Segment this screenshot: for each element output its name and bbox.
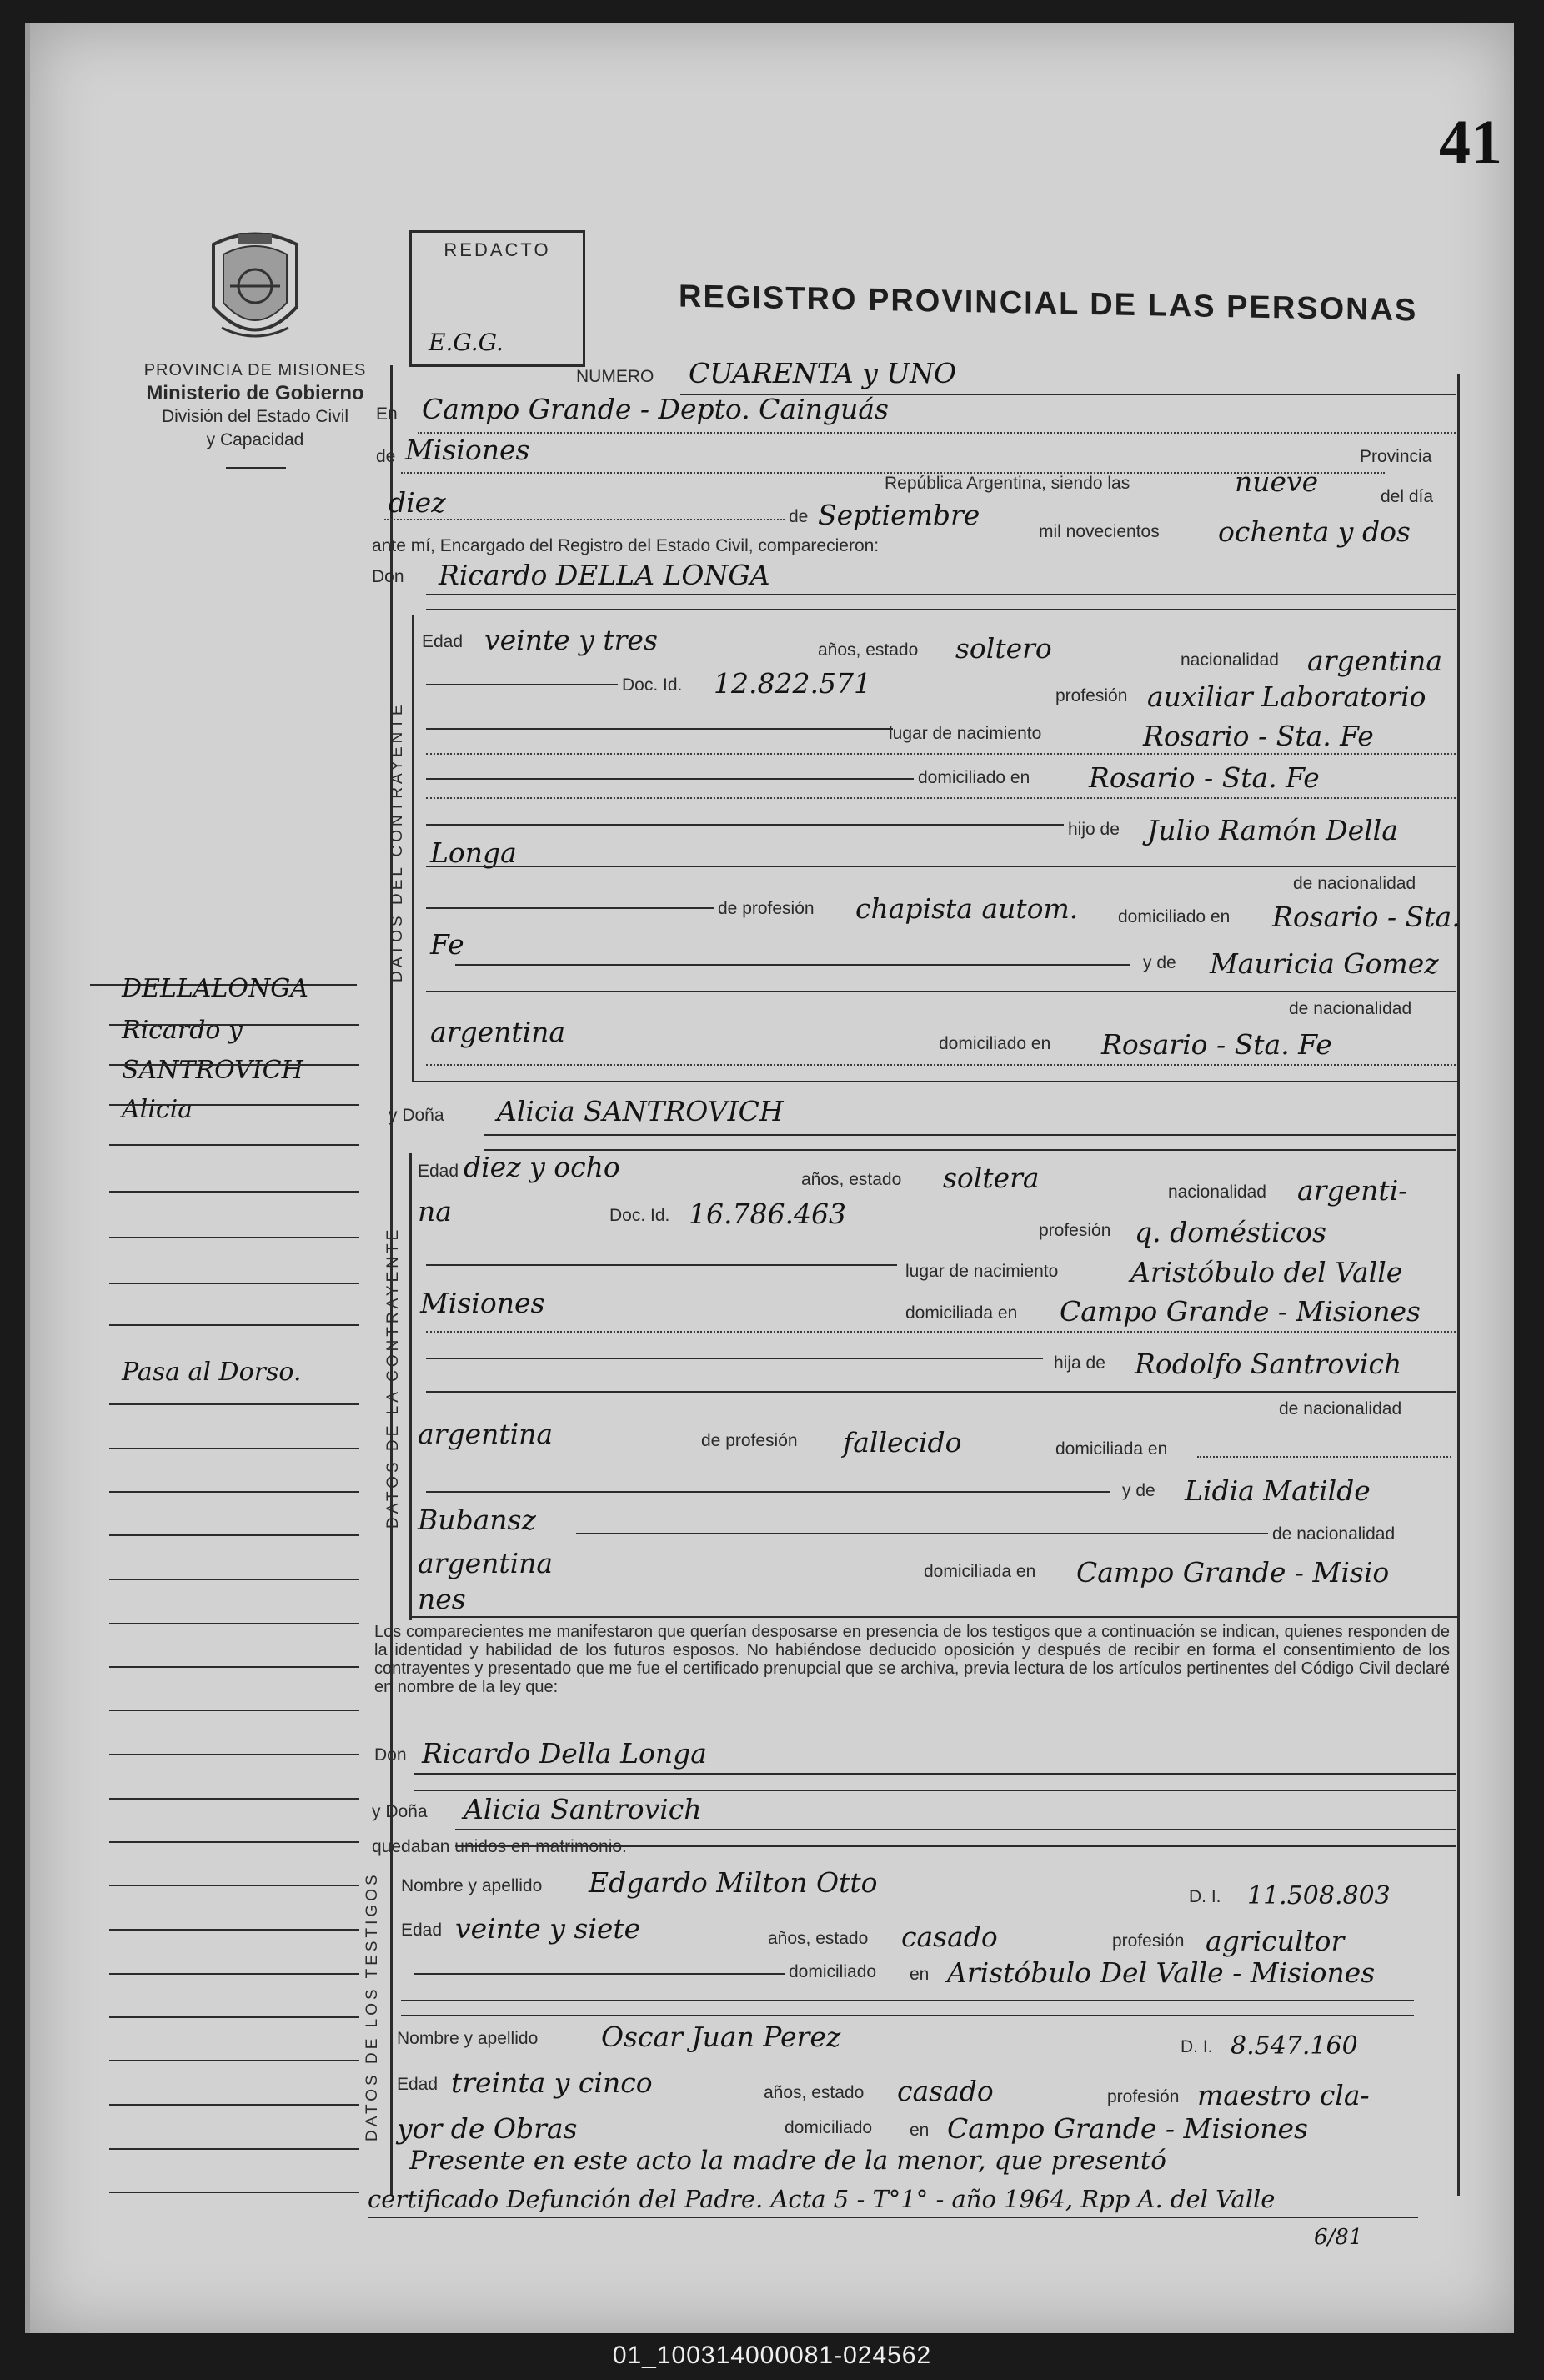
- c2-padre-prof-label: de profesión: [701, 1431, 798, 1450]
- c2-hija-label: hija de: [1054, 1353, 1105, 1373]
- c2-madre-nac-value: argentina: [418, 1547, 554, 1579]
- redacto-box: [409, 230, 585, 367]
- capacity-label: y Capacidad: [206, 430, 304, 449]
- c1-hijo-label: hijo de: [1068, 820, 1120, 839]
- margin-note-pasa-dorso: Pasa al Dorso.: [122, 1358, 302, 1387]
- c1-doc-label: Doc. Id.: [622, 675, 683, 695]
- c2-dom-value: Campo Grande - Misiones: [1060, 1295, 1421, 1328]
- c2-madre-dom-label: domiciliada en: [924, 1562, 1036, 1581]
- contrayente-section-label: DATOS DEL CONTRAYENTE: [389, 701, 406, 982]
- decl-don-value: Ricardo Della Longa: [422, 1737, 707, 1770]
- c2-nac-label: nacionalidad: [1168, 1182, 1266, 1202]
- t2-edad-value: treinta y cinco: [451, 2066, 653, 2099]
- t2-nombre-value: Oscar Juan Perez: [601, 2021, 841, 2053]
- t2-di-label: D. I.: [1181, 2037, 1213, 2056]
- t2-estado-value: casado: [897, 2075, 994, 2107]
- c1-madre-nac-label: de nacionalidad: [1289, 999, 1412, 1018]
- c1-anos-label: años, estado: [818, 640, 919, 660]
- t1-dom-value: Aristóbulo Del Valle - Misiones: [947, 1956, 1376, 1989]
- c2-madre-dom-cont: nes: [418, 1583, 466, 1615]
- numero-label: NUMERO: [576, 367, 654, 386]
- province-label: PROVINCIA DE MISIONES: [143, 361, 367, 379]
- en-label: En: [376, 404, 398, 424]
- de-label: de: [376, 447, 396, 466]
- c1-madre-dom-label: domiciliado en: [939, 1034, 1051, 1053]
- t2-prof-cont: yor de Obras: [397, 2112, 578, 2145]
- c1-padre-prof-label: de profesión: [718, 899, 815, 918]
- ministry-label: Ministerio de Gobierno: [146, 382, 364, 404]
- division-label: División del Estado Civil: [161, 407, 349, 426]
- dia-value: diez: [389, 486, 446, 519]
- ante-label: ante mí, Encargado del Registro del Estado Civil, comparecieron:: [372, 536, 880, 555]
- decl-dona-label: y Doña: [372, 1802, 428, 1821]
- c2-padre-dom-label: domiciliada en: [1055, 1439, 1168, 1459]
- t2-nombre-label: Nombre y apellido: [397, 2029, 539, 2048]
- c2-yde-label: y de: [1122, 1481, 1155, 1500]
- numero-value: CUARENTA y UNO: [689, 357, 957, 389]
- t2-anos-label: años, estado: [764, 2083, 865, 2102]
- anio-value: ochenta y dos: [1218, 515, 1411, 548]
- t1-edad-value: veinte y siete: [455, 1912, 641, 1945]
- c2-padre-prof-value: fallecido: [843, 1426, 962, 1459]
- margin-note-name1: Ricardo y: [122, 1016, 243, 1045]
- republica-label: República Argentina, siendo las: [885, 474, 1130, 493]
- c2-doc-value: 16.786.463: [689, 1198, 846, 1230]
- t2-dom-value: Campo Grande - Misiones: [947, 2112, 1308, 2145]
- don-label: Don: [372, 567, 404, 586]
- c1-padre-dom-cont: Fe: [430, 928, 464, 961]
- nota-linea1: Presente en este acto la madre de la menor, que presentó: [409, 2146, 1166, 2176]
- t2-prof-value: maestro cla-: [1197, 2079, 1370, 2111]
- nota-linea2: certificado Defunción del Padre. Acta 5 - T°1° - año 1964, Rpp A. del Valle: [368, 2185, 1276, 2213]
- c2-nac-value: argenti-: [1297, 1174, 1408, 1207]
- t1-anos-label: años, estado: [768, 1929, 869, 1948]
- c2-dom-label: domiciliada en: [905, 1303, 1018, 1323]
- c1-nac-value: argentina: [1307, 645, 1443, 677]
- c2-madre-value: Lidia Matilde: [1185, 1474, 1371, 1507]
- c2-madre-cont: Bubansz: [418, 1504, 536, 1536]
- t1-en-label: en: [910, 1965, 930, 1984]
- c2-padre-nac-value: argentina: [418, 1418, 554, 1450]
- c1-madre-nac-value: argentina: [430, 1016, 566, 1048]
- province-crest-icon: [205, 228, 305, 353]
- c1-doc-value: 12.822.571: [714, 667, 871, 700]
- c2-nac-cont: na: [418, 1195, 452, 1228]
- declaracion-text: Los comparecientes me manifestaron que querían desposarse en presencia de los testigos que a continuación se indican, quienes responden de la identidad y habilidad de los futuros esposos. No habiéndose deducido oposición y después de recibir en forma el consentimiento de los contrayentes y presentado que me fue el certificado prenupcial que se archiva, previa lectura de los artículos pertinentes del Código Civil declaré en nombre de la ley que:: [374, 1623, 1450, 1696]
- c1-padre-prof-value: chapista autom.: [855, 892, 1079, 925]
- dona-label: y Doña: [389, 1106, 444, 1125]
- c2-madre-dom-value: Campo Grande - Misio: [1076, 1556, 1390, 1589]
- c2-lugar-value: Aristóbulo del Valle: [1130, 1256, 1403, 1288]
- c2-prof-value: q. domésticos: [1135, 1216, 1326, 1248]
- c1-yde-label: y de: [1143, 953, 1176, 972]
- c1-edad-value: veinte y tres: [484, 624, 658, 656]
- mes-value: Septiembre: [818, 499, 980, 531]
- c1-padre-dom-value: Rosario - Sta.: [1272, 901, 1461, 933]
- c1-dom-value: Rosario - Sta. Fe: [1089, 761, 1320, 794]
- c1-padre-dom-label: domiciliado en: [1118, 907, 1231, 926]
- t1-prof-value: agricultor: [1206, 1925, 1345, 1957]
- mil-label: mil novecientos: [1039, 522, 1160, 541]
- c2-padre-nac-label: de nacionalidad: [1279, 1399, 1402, 1418]
- decl-dona-value: Alicia Santrovich: [464, 1793, 702, 1825]
- c2-lugar-label: lugar de nacimiento: [905, 1262, 1059, 1281]
- margin-note-name2: Alicia: [122, 1095, 193, 1124]
- t2-en-label: en: [910, 2121, 930, 2140]
- decl-don-label: Don: [374, 1745, 407, 1765]
- c1-lugar-label: lugar de nacimiento: [889, 724, 1042, 743]
- t1-edad-label: Edad: [401, 1921, 443, 1940]
- c1-edad-label: Edad: [422, 632, 464, 651]
- c2-lugar-cont: Misiones: [420, 1287, 545, 1319]
- page-number: 41: [1439, 108, 1502, 178]
- t1-nombre-value: Edgardo Milton Otto: [589, 1866, 878, 1899]
- t2-dom-label: domiciliado: [785, 2118, 873, 2137]
- c1-prof-label: profesión: [1055, 686, 1128, 705]
- t2-edad-label: Edad: [397, 2075, 439, 2094]
- c2-edad-value: diez y ocho: [464, 1151, 620, 1183]
- c1-nac-label: nacionalidad: [1181, 650, 1279, 670]
- c1-dom-label: domiciliado en: [918, 768, 1030, 787]
- c1-padre-cont: Longa: [430, 836, 517, 869]
- record-page: [25, 23, 1514, 2333]
- margin-note-surname: DELLALONGA: [122, 974, 308, 1003]
- t1-di-value: 11.508.803: [1247, 1881, 1391, 1911]
- ministry-header: [113, 359, 397, 452]
- c1-padre-value: Julio Ramón Della: [1147, 814, 1398, 846]
- c2-edad-label: Edad: [418, 1162, 459, 1181]
- de2-label: de: [789, 507, 809, 526]
- t1-nombre-label: Nombre y apellido: [401, 1876, 543, 1895]
- image-caption: 01_100314000081-024562: [612, 2342, 932, 2369]
- c1-prof-value: auxiliar Laboratorio: [1147, 680, 1426, 713]
- t1-prof-label: profesión: [1112, 1931, 1185, 1951]
- dona-value: Alicia SANTROVICH: [497, 1095, 784, 1127]
- t1-dom-label: domiciliado: [789, 1962, 877, 1981]
- c2-estado-value: soltera: [943, 1162, 1040, 1194]
- c1-padre-nac-label: de nacionalidad: [1293, 874, 1416, 893]
- lugar-value: Campo Grande - Depto. Cainguás: [422, 393, 889, 425]
- c1-madre-dom-value: Rosario - Sta. Fe: [1101, 1028, 1332, 1061]
- c1-estado-value: soltero: [955, 632, 1052, 665]
- redacto-label: REDACTO: [444, 239, 551, 260]
- decl-cierre: quedaban unidos en matrimonio.: [372, 1837, 627, 1856]
- c2-prof-label: profesión: [1039, 1221, 1111, 1240]
- c1-lugar-value: Rosario - Sta. Fe: [1143, 720, 1374, 752]
- c2-doc-label: Doc. Id.: [609, 1206, 670, 1225]
- c2-madre-nac-label: de nacionalidad: [1272, 1524, 1396, 1544]
- del-dia-label: del día: [1381, 487, 1434, 506]
- c2-anos-label: años, estado: [801, 1170, 902, 1189]
- margin-note-surname2: SANTROVICH: [122, 1056, 303, 1085]
- document-title: REGISTRO PROVINCIAL DE LAS PERSONAS: [679, 279, 1418, 329]
- t2-di-value: 8.547.160: [1231, 2031, 1358, 2061]
- testigos-section-label: DATOS DE LOS TESTIGOS: [363, 1871, 381, 2141]
- t1-di-label: D. I.: [1189, 1887, 1221, 1906]
- provincia-label: Provincia: [1360, 447, 1432, 466]
- c2-padre-value: Rodolfo Santrovich: [1135, 1348, 1402, 1380]
- redacto-initials: E.G.G.: [429, 329, 504, 356]
- provincia-value: Misiones: [405, 434, 530, 466]
- contrayente2-section-label: DATOS DE LA CONTRAYENTE: [384, 1226, 402, 1529]
- don-value: Ricardo DELLA LONGA: [439, 559, 770, 591]
- c1-madre-value: Mauricia Gomez: [1210, 947, 1439, 980]
- t1-estado-value: casado: [901, 1921, 998, 1953]
- stamp-code: 6/81: [1314, 2225, 1363, 2250]
- t2-prof-label: profesión: [1107, 2087, 1180, 2106]
- hora-value: nueve: [1235, 465, 1319, 498]
